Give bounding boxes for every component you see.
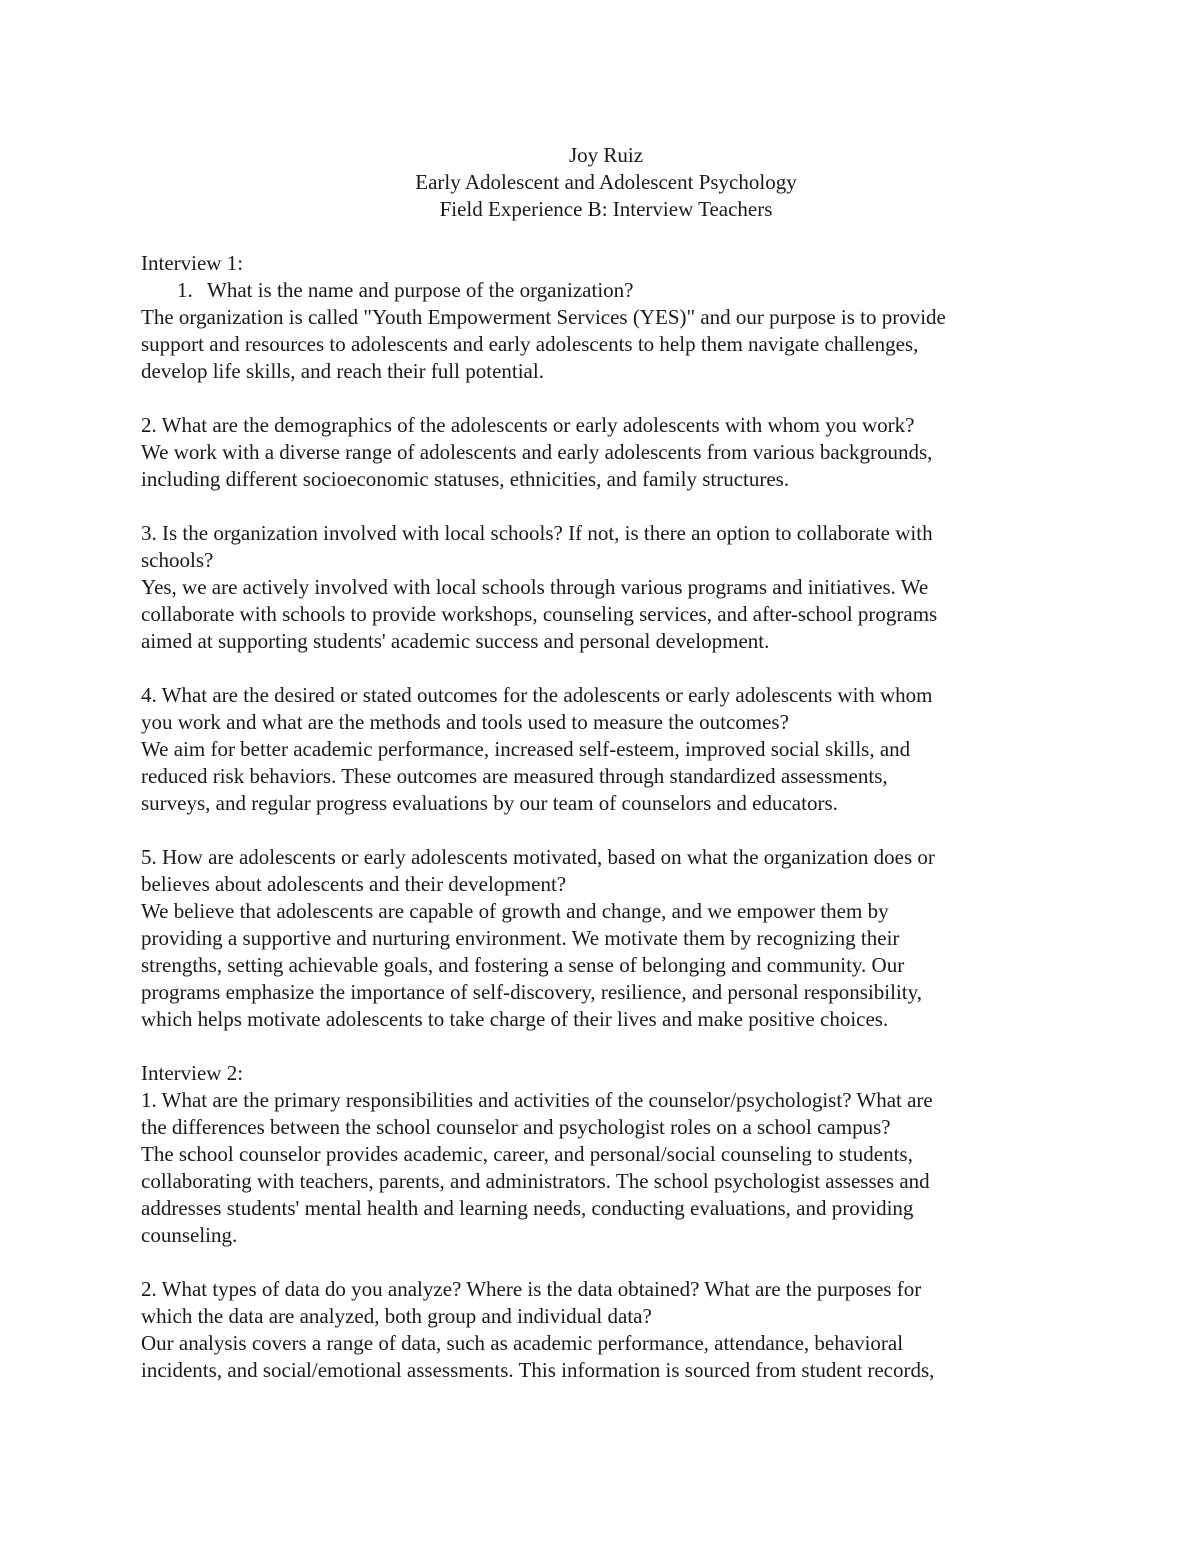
interview-1-question-3 <box>141 520 1071 574</box>
answer-line: counseling. <box>141 1223 238 1247</box>
answer-line: programs emphasize the importance of self-discovery, resilience, and personal responsibility, <box>141 980 923 1004</box>
answer-line: The school counselor provides academic, career, and personal/social counseling to students, <box>141 1142 913 1166</box>
question-line: you work and what are the methods and tools used to measure the outcomes? <box>141 710 789 734</box>
interview-2-answer-1 <box>141 1141 1071 1249</box>
interview-1-question-5 <box>141 844 1071 898</box>
question-line: 5. How are adolescents or early adolescents motivated, based on what the organization does or <box>141 845 935 869</box>
answer-line: including different socioeconomic statuses, ethnicities, and family structures. <box>141 467 790 491</box>
interview-1-question-1 <box>141 277 1071 304</box>
interview-1-answer-4 <box>141 736 1071 817</box>
question-line: 1. What are the primary responsibilities and activities of the counselor/psychologist? What are <box>141 1088 933 1112</box>
question-number: 1. <box>177 278 193 302</box>
interview-1-question-4 <box>141 682 1071 736</box>
answer-line: We aim for better academic performance, increased self-esteem, improved social skills, and <box>141 737 911 761</box>
answer-line: develop life skills, and reach their full potential. <box>141 359 544 383</box>
spacer <box>141 493 1071 520</box>
question-line: 3. Is the organization involved with local schools? If not, is there an option to collaborate with <box>141 521 933 545</box>
document-header <box>141 142 1071 223</box>
answer-line: Our analysis covers a range of data, such as academic performance, attendance, behavioral <box>141 1331 904 1355</box>
answer-line: support and resources to adolescents and early adolescents to help them navigate challenges, <box>141 332 919 356</box>
interview-2-question-2 <box>141 1276 1071 1330</box>
course-title: Early Adolescent and Adolescent Psychology <box>415 170 797 194</box>
answer-line: aimed at supporting students' academic success and personal development. <box>141 629 770 653</box>
spacer <box>141 655 1071 682</box>
document-page <box>141 142 1071 1384</box>
interview-1-answer-1 <box>141 304 1071 385</box>
question-text: What is the name and purpose of the organization? <box>207 278 634 302</box>
interview-1-question-2 <box>141 412 1071 439</box>
answer-line: reduced risk behaviors. These outcomes are measured through standardized assessments, <box>141 764 888 788</box>
question-line: 4. What are the desired or stated outcomes for the adolescents or early adolescents with whom <box>141 683 933 707</box>
answer-line: We believe that adolescents are capable of growth and change, and we empower them by <box>141 899 889 923</box>
question-line: 2. What types of data do you analyze? Where is the data obtained? What are the purposes for <box>141 1277 922 1301</box>
spacer <box>141 1249 1071 1276</box>
question-line: which the data are analyzed, both group and individual data? <box>141 1304 652 1328</box>
interview-1-section <box>141 250 1071 1033</box>
answer-line: We work with a diverse range of adolescents and early adolescents from various backgrounds, <box>141 440 933 464</box>
answer-line: surveys, and regular progress evaluations by our team of counselors and educators. <box>141 791 838 815</box>
answer-line: incidents, and social/emotional assessments. This information is sourced from student records, <box>141 1358 935 1382</box>
interview-2-question-1 <box>141 1087 1071 1141</box>
answer-line: addresses students' mental health and learning needs, conducting evaluations, and providing <box>141 1196 914 1220</box>
answer-line: which helps motivate adolescents to take charge of their lives and make positive choices. <box>141 1007 889 1031</box>
spacer <box>141 817 1071 844</box>
question-line: believes about adolescents and their development? <box>141 872 567 896</box>
interview-1-answer-3 <box>141 574 1071 655</box>
spacer <box>141 223 1071 250</box>
interview-2-heading: Interview 2: <box>141 1061 244 1085</box>
interview-2-section <box>141 1060 1071 1384</box>
interview-1-answer-2 <box>141 439 1071 493</box>
answer-line: providing a supportive and nurturing environment. We motivate them by recognizing their <box>141 926 900 950</box>
interview-1-heading: Interview 1: <box>141 251 244 275</box>
question-line: the differences between the school counselor and psychologist roles on a school campus? <box>141 1115 891 1139</box>
spacer <box>141 385 1071 412</box>
answer-line: Yes, we are actively involved with local schools through various programs and initiatives. We <box>141 575 929 599</box>
question-line: schools? <box>141 548 214 572</box>
interview-1-answer-5 <box>141 898 1071 1033</box>
spacer <box>141 1033 1071 1060</box>
interview-2-answer-2 <box>141 1330 1071 1384</box>
answer-line: strengths, setting achievable goals, and fostering a sense of belonging and community. Our <box>141 953 905 977</box>
author-name: Joy Ruiz <box>568 143 644 167</box>
answer-line: The organization is called "Youth Empowerment Services (YES)" and our purpose is to provide <box>141 305 946 329</box>
answer-line: collaborate with schools to provide workshops, counseling services, and after-school programs <box>141 602 938 626</box>
assignment-title: Field Experience B: Interview Teachers <box>439 197 773 221</box>
answer-line: collaborating with teachers, parents, and administrators. The school psychologist assesses and <box>141 1169 930 1193</box>
question-line: 2. What are the demographics of the adolescents or early adolescents with whom you work? <box>141 413 915 437</box>
